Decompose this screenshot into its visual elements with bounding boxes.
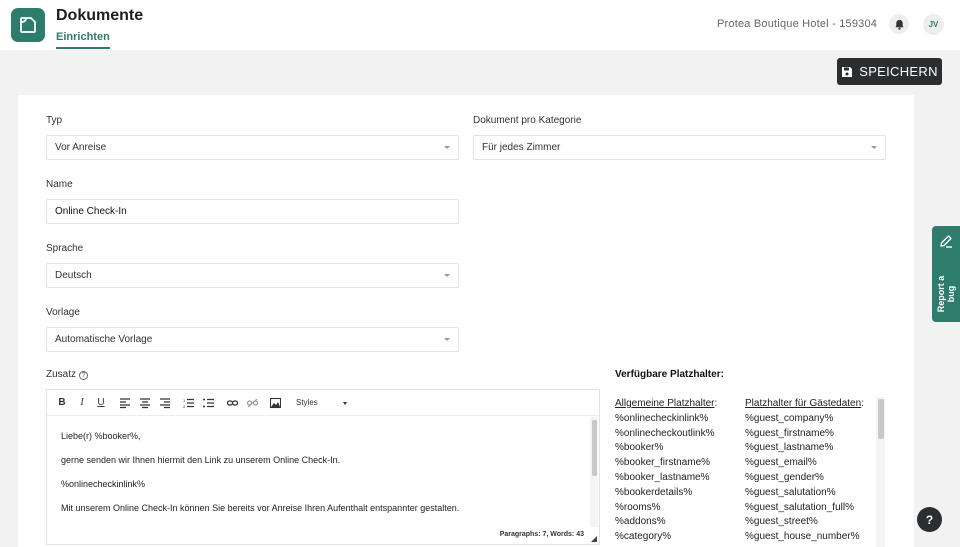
- editor-line: Mit unserem Online Check-In können Sie bereits vor Anreise Ihren Aufenthalt entspannter gestalten.: [61, 503, 460, 513]
- pencil-icon: [939, 234, 953, 248]
- chevron-down-icon: [444, 146, 450, 149]
- typ-label: Typ: [46, 115, 63, 126]
- report-bug-label: Report a bug: [936, 275, 956, 313]
- name-label: Name: [46, 179, 73, 190]
- bold-icon[interactable]: B: [58, 397, 66, 408]
- placeholder-item[interactable]: %rooms%: [615, 501, 661, 513]
- hotel-name[interactable]: Protea Boutique Hotel - 159304: [717, 18, 878, 30]
- align-center-icon[interactable]: [140, 397, 150, 409]
- placeholder-item[interactable]: %booker_firstname%: [615, 457, 711, 469]
- editor-line: Liebe(r) %booker%,: [61, 431, 141, 441]
- italic-icon[interactable]: I: [80, 397, 84, 408]
- help-button[interactable]: ?: [917, 507, 942, 532]
- report-bug-tab[interactable]: [932, 226, 960, 322]
- rich-text-editor[interactable]: [46, 389, 600, 545]
- vorlage-select[interactable]: [46, 327, 459, 352]
- placeholder-item[interactable]: %guest_salutation_full%: [745, 501, 854, 513]
- zusatz-label-text: Zusatz: [46, 369, 77, 380]
- kategorie-value: Für jedes Zimmer: [482, 142, 561, 153]
- link-icon[interactable]: [227, 397, 238, 409]
- align-right-icon[interactable]: [160, 397, 170, 409]
- styles-dropdown[interactable]: Styles: [296, 398, 318, 407]
- placeholder-item[interactable]: %guest_email%: [745, 457, 817, 469]
- placeholder-item[interactable]: %guest_gender%: [745, 471, 824, 483]
- placeholder-item[interactable]: %guest_lastname%: [745, 442, 834, 454]
- vorlage-label: Vorlage: [46, 307, 80, 318]
- sprache-select[interactable]: [46, 263, 459, 288]
- chevron-down-icon: [871, 146, 877, 149]
- placeholder-item[interactable]: %guest_firstname%: [745, 427, 834, 439]
- placeholder-item[interactable]: %guest_house_number%: [745, 531, 860, 543]
- page-title: Dokumente: [56, 7, 144, 24]
- question-circle-icon[interactable]: ?: [79, 371, 88, 380]
- general-placeholders-header: Allgemeine Platzhalter: [615, 398, 715, 409]
- placeholder-item[interactable]: %category%: [615, 531, 672, 543]
- chevron-down-icon[interactable]: [343, 402, 347, 405]
- placeholder-item[interactable]: %guest_salutation%: [745, 486, 836, 498]
- typ-value: Vor Anreise: [55, 142, 107, 153]
- sprache-value: Deutsch: [55, 270, 92, 281]
- guest-placeholders: Platzhalter für Gästedaten: %guest_company% %guest_firstname% %guest_lastname% %guest_email% %guest_gender% %guest_salutation% %guest_salutation_full% %guest_street% %guest_house_number%: [745, 397, 864, 545]
- editor-toolbar: [47, 390, 599, 416]
- avatar[interactable]: JV: [923, 14, 944, 35]
- kategorie-label: Dokument pro Kategorie: [473, 115, 582, 126]
- unlink-icon[interactable]: [247, 397, 258, 409]
- bell-icon[interactable]: [889, 14, 909, 34]
- chevron-down-icon: [444, 274, 450, 277]
- image-icon[interactable]: [270, 397, 281, 409]
- placeholder-item[interactable]: %onlinecheckoutlink%: [615, 427, 715, 439]
- save-button[interactable]: [837, 58, 942, 85]
- placeholder-item[interactable]: %bookerdetails%: [615, 486, 693, 498]
- bullet-list-icon[interactable]: [203, 397, 214, 409]
- general-placeholders: Allgemeine Platzhalter: %onlinecheckinlink% %onlinecheckoutlink% %booker% %booker_firstname% %booker_lastname% %bookerdetails% %rooms% %addons% %category%: [615, 397, 717, 545]
- placeholder-item[interactable]: %booker%: [615, 442, 664, 454]
- svg-text:2: 2: [183, 404, 186, 409]
- tab-einrichten[interactable]: Einrichten: [56, 31, 110, 49]
- align-left-icon[interactable]: [120, 397, 130, 409]
- name-input[interactable]: [46, 199, 459, 224]
- app-header: [0, 0, 960, 50]
- vorlage-value: Automatische Vorlage: [55, 334, 153, 345]
- app-logo-icon[interactable]: [11, 8, 45, 42]
- name-value: Online Check-In: [55, 206, 127, 217]
- sprache-label: Sprache: [46, 243, 84, 254]
- resize-handle-icon[interactable]: [591, 536, 597, 542]
- ordered-list-icon[interactable]: [183, 397, 194, 409]
- placeholder-item[interactable]: %guest_company%: [745, 412, 834, 424]
- editor-scroll-thumb[interactable]: [592, 420, 597, 476]
- underline-icon[interactable]: U: [97, 397, 105, 408]
- placeholders-scroll-thumb[interactable]: [878, 399, 884, 439]
- chevron-down-icon: [444, 338, 450, 341]
- placeholder-item[interactable]: %guest_street%: [745, 516, 818, 528]
- kategorie-select[interactable]: [473, 135, 886, 160]
- placeholder-item[interactable]: %booker_lastname%: [615, 471, 710, 483]
- placeholder-item[interactable]: %addons%: [615, 516, 666, 528]
- placeholder-item[interactable]: %onlinecheckinlink%: [615, 412, 709, 424]
- svg-text:1: 1: [183, 398, 186, 403]
- editor-word-count: Paragraphs: 7, Words: 43: [499, 531, 584, 538]
- placeholders-title: Verfügbare Platzhalter:: [615, 369, 724, 380]
- typ-select[interactable]: [46, 135, 459, 160]
- save-label: SPEICHERN: [859, 64, 938, 79]
- zusatz-label: [46, 369, 88, 380]
- editor-line: gerne senden wir Ihnen hiermit den Link zu unserem Online Check-In.: [61, 455, 341, 465]
- save-icon: [841, 66, 853, 78]
- editor-content[interactable]: [61, 430, 591, 526]
- guest-placeholders-header: Platzhalter für Gästedaten: [745, 398, 862, 409]
- editor-line: %onlinecheckinlink%: [61, 479, 146, 489]
